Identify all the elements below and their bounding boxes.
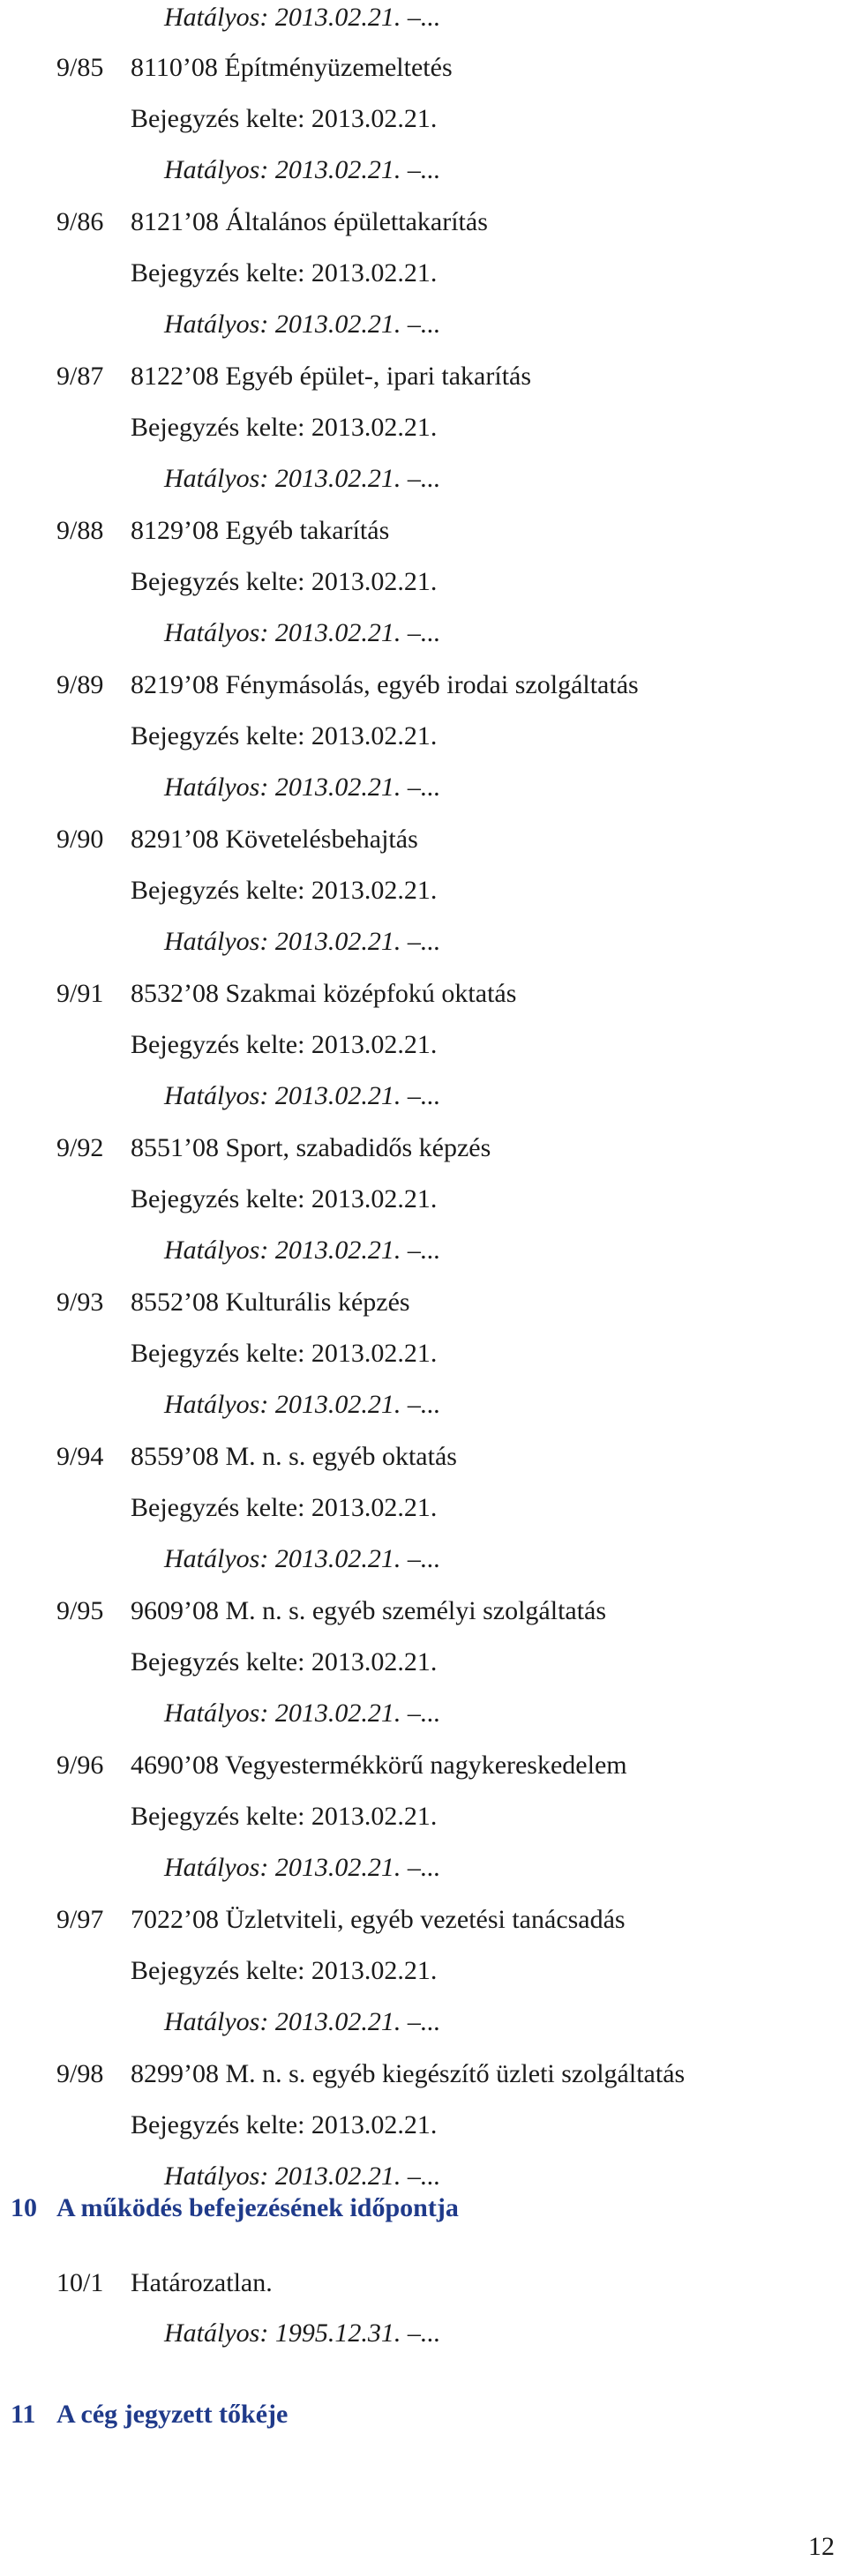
section-number: 11 <box>11 2400 36 2429</box>
entry-code: 9/97 <box>56 1905 104 1934</box>
item-code: 10/1 <box>56 2268 104 2297</box>
entry-code: 9/91 <box>56 979 104 1008</box>
entry-registered: Bejegyzés kelte: 2013.02.21. <box>131 567 438 596</box>
entry-registered: Bejegyzés kelte: 2013.02.21. <box>131 1956 438 1985</box>
effective-date: Hatályos: 1995.12.31. –... <box>164 2318 441 2348</box>
effective-date: Hatályos: 2013.02.21. –... <box>164 773 441 802</box>
entry-activity: 8129’08 Egyéb takarítás <box>131 516 390 545</box>
entry-registered: Bejegyzés kelte: 2013.02.21. <box>131 2110 438 2139</box>
entry-registered: Bejegyzés kelte: 2013.02.21. <box>131 1184 438 1213</box>
effective-date: Hatályos: 2013.02.21. –... <box>164 155 441 184</box>
effective-date: Hatályos: 2013.02.21. –... <box>164 3 441 32</box>
entry-code: 9/85 <box>56 53 104 82</box>
page-number: 12 <box>808 2532 835 2561</box>
entry-registered: Bejegyzés kelte: 2013.02.21. <box>131 1030 438 1059</box>
item-text: Határozatlan. <box>131 2268 273 2297</box>
effective-date: Hatályos: 2013.02.21. –... <box>164 1081 441 1110</box>
effective-date: Hatályos: 2013.02.21. –... <box>164 1236 441 1265</box>
effective-date: Hatályos: 2013.02.21. –... <box>164 1699 441 1728</box>
entry-activity: 8299’08 M. n. s. egyéb kiegészítő üzleti szolgáltatás <box>131 2059 686 2088</box>
entry-activity: 8110’08 Építményüzemeltetés <box>131 53 453 82</box>
entry-activity: 8219’08 Fénymásolás, egyéb irodai szolgáltatás <box>131 670 639 699</box>
entry-registered: Bejegyzés kelte: 2013.02.21. <box>131 1493 438 1522</box>
entry-activity: 8551’08 Sport, szabadidős képzés <box>131 1133 491 1162</box>
entry-registered: Bejegyzés kelte: 2013.02.21. <box>131 1339 438 1368</box>
entry-code: 9/92 <box>56 1133 104 1162</box>
section-title: A működés befejezésének időpontja <box>56 2193 459 2222</box>
effective-date: Hatályos: 2013.02.21. –... <box>164 2162 441 2191</box>
entry-code: 9/95 <box>56 1596 104 1625</box>
entry-activity: 9609’08 M. n. s. egyéb személyi szolgáltatás <box>131 1596 607 1625</box>
entry-code: 9/96 <box>56 1751 104 1780</box>
entry-code: 9/89 <box>56 670 104 699</box>
entry-code: 9/90 <box>56 825 104 854</box>
effective-date: Hatályos: 2013.02.21. –... <box>164 618 441 647</box>
effective-date: Hatályos: 2013.02.21. –... <box>164 927 441 956</box>
effective-date: Hatályos: 2013.02.21. –... <box>164 1853 441 1882</box>
effective-date: Hatályos: 2013.02.21. –... <box>164 464 441 493</box>
entry-code: 9/98 <box>56 2059 104 2088</box>
entry-registered: Bejegyzés kelte: 2013.02.21. <box>131 1802 438 1831</box>
entry-activity: 8122’08 Egyéb épület-, ipari takarítás <box>131 362 532 391</box>
entry-activity: 8291’08 Követelésbehajtás <box>131 825 418 854</box>
entry-code: 9/88 <box>56 516 104 545</box>
effective-date: Hatályos: 2013.02.21. –... <box>164 310 441 339</box>
section-number: 10 <box>11 2193 37 2222</box>
section-title: A cég jegyzett tőkéje <box>56 2400 289 2429</box>
entry-registered: Bejegyzés kelte: 2013.02.21. <box>131 413 438 442</box>
entry-activity: 7022’08 Üzletviteli, egyéb vezetési tanácsadás <box>131 1905 626 1934</box>
entry-activity: 8559’08 M. n. s. egyéb oktatás <box>131 1442 457 1471</box>
entry-registered: Bejegyzés kelte: 2013.02.21. <box>131 104 438 133</box>
entry-code: 9/86 <box>56 207 104 236</box>
entry-code: 9/94 <box>56 1442 104 1471</box>
effective-date: Hatályos: 2013.02.21. –... <box>164 2007 441 2036</box>
entry-code: 9/93 <box>56 1288 104 1317</box>
entry-code: 9/87 <box>56 362 104 391</box>
entry-activity: 8552’08 Kulturális képzés <box>131 1288 410 1317</box>
entry-registered: Bejegyzés kelte: 2013.02.21. <box>131 258 438 287</box>
entry-activity: 4690’08 Vegyestermékkörű nagykereskedelem <box>131 1751 627 1780</box>
effective-date: Hatályos: 2013.02.21. –... <box>164 1544 441 1573</box>
entry-registered: Bejegyzés kelte: 2013.02.21. <box>131 1647 438 1676</box>
entry-registered: Bejegyzés kelte: 2013.02.21. <box>131 721 438 750</box>
entry-activity: 8532’08 Szakmai középfokú oktatás <box>131 979 517 1008</box>
entry-registered: Bejegyzés kelte: 2013.02.21. <box>131 876 438 905</box>
entry-activity: 8121’08 Általános épülettakarítás <box>131 207 488 236</box>
effective-date: Hatályos: 2013.02.21. –... <box>164 1390 441 1419</box>
